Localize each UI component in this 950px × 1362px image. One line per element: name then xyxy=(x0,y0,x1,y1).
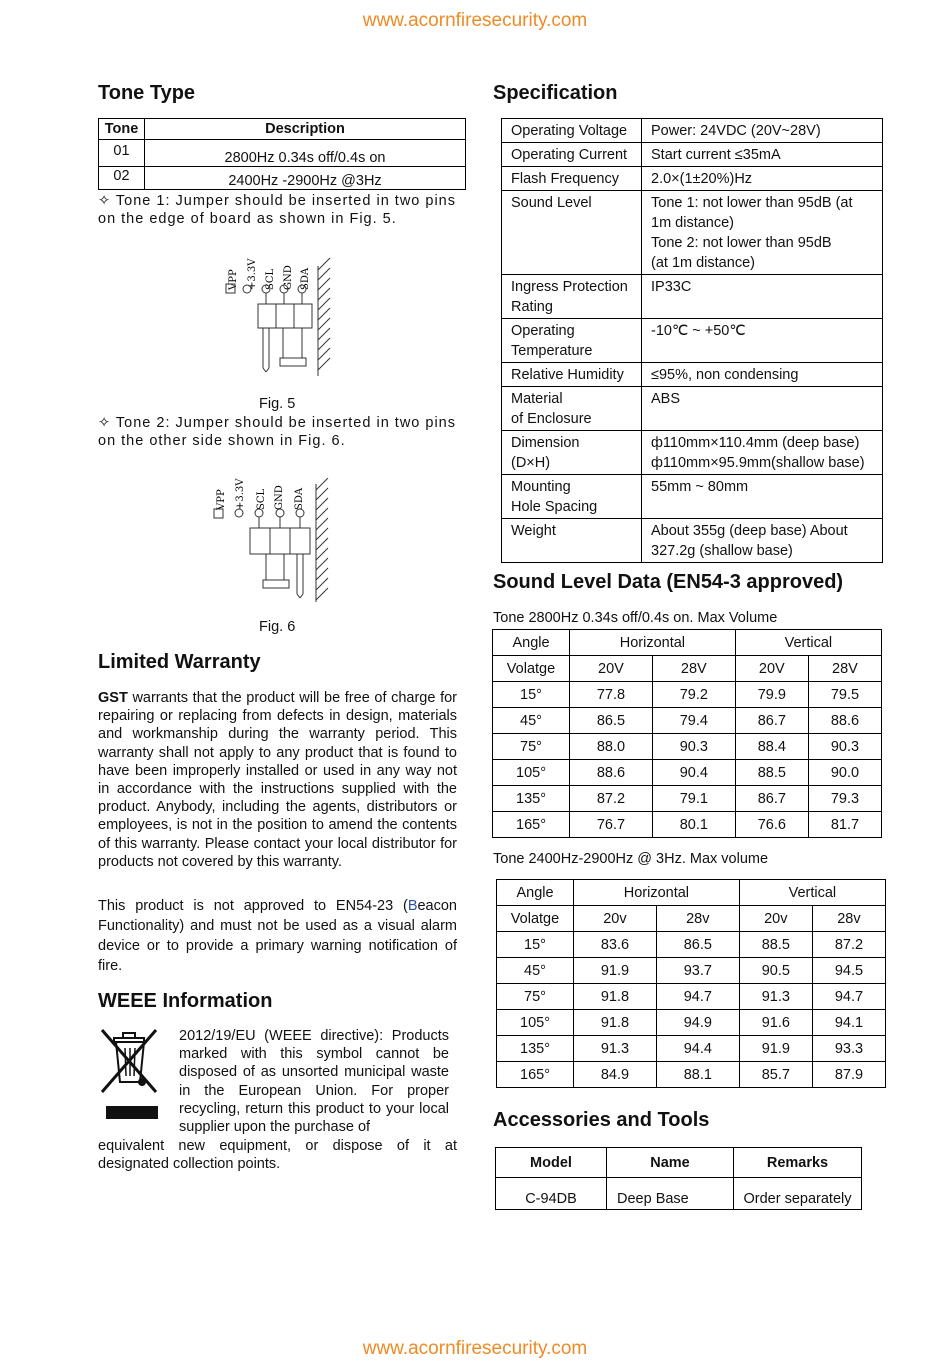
en54-notice-letter: B xyxy=(407,898,418,914)
tone-col-header: Tone xyxy=(99,119,145,140)
db-value-cell: 88.0 xyxy=(570,734,653,760)
pin-label-sda: SDA xyxy=(294,487,305,510)
sound-header-cell: Vertical xyxy=(735,630,881,656)
spec-value: Start current ≤35mA xyxy=(642,143,883,167)
db-value-cell: 86.5 xyxy=(570,708,653,734)
spec-label: Mounting Hole Spacing xyxy=(502,475,642,519)
db-value-cell: 79.5 xyxy=(808,682,881,708)
sound-row xyxy=(497,984,886,1010)
header-url[interactable]: www.acornfiresecurity.com xyxy=(362,10,588,31)
db-value-cell: 91.8 xyxy=(574,984,657,1010)
angle-cell: 135° xyxy=(497,1036,574,1062)
spec-label: Weight xyxy=(502,519,642,563)
tone-type-heading: Tone Type xyxy=(98,82,196,104)
jumper-diagram-fig6 xyxy=(210,478,335,608)
spec-label: Ingress Protection Rating xyxy=(502,275,642,319)
sound-table2-caption: Tone 2400Hz-2900Hz @ 3Hz. Max volume xyxy=(493,851,769,867)
sound-header-cell: Horizontal xyxy=(570,630,736,656)
accessories-table xyxy=(495,1147,862,1210)
sound-row xyxy=(493,682,882,708)
pin-label-vpp: VPP xyxy=(216,489,227,510)
tone-desc-cell: 2800Hz 0.34s off/0.4s on xyxy=(145,140,466,167)
spec-label: Dimension (D×H) xyxy=(502,431,642,475)
spec-row xyxy=(502,143,883,167)
remarks-col-header: Remarks xyxy=(734,1148,862,1178)
specification-table xyxy=(501,118,883,563)
angle-cell: 75° xyxy=(493,734,570,760)
brand-name: GST xyxy=(98,690,128,706)
en54-notice-text-rest: eacon Functionality) and must not be used as a visual alarm device or to provide a primary warning notification of fire. xyxy=(98,898,457,974)
db-value-cell: 87.2 xyxy=(812,932,885,958)
sound-level-table-tone1 xyxy=(492,629,882,838)
sound-row xyxy=(497,958,886,984)
sound-subheader-cell: 28V xyxy=(808,656,881,682)
db-value-cell: 76.7 xyxy=(570,812,653,838)
spec-value: ≤95%, non condensing xyxy=(642,363,883,387)
db-value-cell: 79.4 xyxy=(652,708,735,734)
sound-subheader-cell: Volatge xyxy=(497,906,574,932)
angle-cell: 165° xyxy=(497,1062,574,1088)
sound-header-cell: Horizontal xyxy=(574,880,740,906)
sound-subheader-cell: 20V xyxy=(570,656,653,682)
db-value-cell: 81.7 xyxy=(808,812,881,838)
tone2-note: ✧ Tone 2: Jumper should be inserted in two pins on the other side shown in Fig. 6. xyxy=(98,415,456,450)
angle-cell: 15° xyxy=(493,682,570,708)
db-value-cell: 94.9 xyxy=(656,1010,739,1036)
spec-value: -10℃ ~ +50℃ xyxy=(642,319,883,363)
spec-value: About 355g (deep base) About 327.2g (shallow base) xyxy=(642,519,883,563)
db-value-cell: 91.8 xyxy=(574,1010,657,1036)
db-value-cell: 88.1 xyxy=(656,1062,739,1088)
sound-level-heading: Sound Level Data (EN54-3 approved) xyxy=(493,571,844,593)
weee-bin-icon xyxy=(98,1026,164,1122)
angle-cell: 165° xyxy=(493,812,570,838)
db-value-cell: 88.4 xyxy=(735,734,808,760)
pin-label-scl: SCL xyxy=(256,488,267,510)
spec-value: ABS xyxy=(642,387,883,431)
spec-row xyxy=(502,519,883,563)
db-value-cell: 86.7 xyxy=(735,786,808,812)
tone-cell: 02 xyxy=(99,167,145,190)
angle-cell: 75° xyxy=(497,984,574,1010)
db-value-cell: 84.9 xyxy=(574,1062,657,1088)
spec-label: Material of Enclosure xyxy=(502,387,642,431)
sound-row xyxy=(493,760,882,786)
pin-label-3v3: +3.3V xyxy=(247,258,258,290)
spec-row xyxy=(502,319,883,363)
accessory-model: C-94DB xyxy=(496,1178,607,1210)
pin-label-3v3: +3.3V xyxy=(235,478,246,510)
spec-value: Tone 1: not lower than 95dB (at 1m distance) Tone 2: not lower than 95dB (at 1m distance) xyxy=(642,191,883,275)
pin-label-vpp: VPP xyxy=(228,269,239,290)
spec-label: Flash Frequency xyxy=(502,167,642,191)
db-value-cell: 85.7 xyxy=(739,1062,812,1088)
db-value-cell: 79.9 xyxy=(735,682,808,708)
db-value-cell: 88.5 xyxy=(739,932,812,958)
db-value-cell: 94.5 xyxy=(812,958,885,984)
fig6-caption: Fig. 6 xyxy=(259,619,296,635)
db-value-cell: 86.5 xyxy=(656,932,739,958)
db-value-cell: 93.7 xyxy=(656,958,739,984)
sound-level-table-tone2 xyxy=(496,879,886,1088)
spec-label: Operating Temperature xyxy=(502,319,642,363)
accessories-heading: Accessories and Tools xyxy=(493,1109,710,1131)
sound-subheader-cell: 20v xyxy=(574,906,657,932)
pin-label-gnd: GND xyxy=(274,485,285,510)
db-value-cell: 79.3 xyxy=(808,786,881,812)
db-value-cell: 79.2 xyxy=(652,682,735,708)
spec-value: 55mm ~ 80mm xyxy=(642,475,883,519)
spec-value: IP33C xyxy=(642,275,883,319)
en54-notice xyxy=(98,896,457,976)
db-value-cell: 91.9 xyxy=(574,958,657,984)
db-value-cell: 90.3 xyxy=(652,734,735,760)
db-value-cell: 94.1 xyxy=(812,1010,885,1036)
db-value-cell: 76.6 xyxy=(735,812,808,838)
angle-cell: 45° xyxy=(497,958,574,984)
spec-label: Relative Humidity xyxy=(502,363,642,387)
warranty-paragraph xyxy=(98,689,457,871)
weee-text: 2012/19/EU (WEEE directive): Products marked with this symbol cannot be disposed of as unsorted municipal waste in the European Union. For proper recycling, return this product to your local supplier upon the purchase of xyxy=(179,1028,449,1136)
sound-row xyxy=(493,708,882,734)
warranty-text: warrants that the product will be free of charge for repairing or replacing from defects in design, materials and workmanship during the warranty period. This warranty shall not apply to any product that is found to have been improperly installed or used in any way not in accordance with the instructions supplied with the product. Anybody, including the agents, distributors or employees, is not in the position to amend the contents of this warranty. Please contact your local distributor for products not covered by this warranty. xyxy=(98,690,457,870)
en54-notice-text: This product is not approved to EN54-23 ( xyxy=(98,898,408,914)
specification-heading: Specification xyxy=(493,82,618,104)
spec-value: 2.0×(1±20%)Hz xyxy=(642,167,883,191)
db-value-cell: 94.7 xyxy=(812,984,885,1010)
spec-row xyxy=(502,387,883,431)
db-value-cell: 88.6 xyxy=(570,760,653,786)
spec-row xyxy=(502,191,883,275)
db-value-cell: 86.7 xyxy=(735,708,808,734)
db-value-cell: 88.6 xyxy=(808,708,881,734)
db-value-cell: 91.3 xyxy=(574,1036,657,1062)
fig5-caption: Fig. 5 xyxy=(259,396,296,412)
spec-row xyxy=(502,167,883,191)
spec-row xyxy=(502,275,883,319)
tone-table xyxy=(98,118,466,190)
db-value-cell: 90.5 xyxy=(739,958,812,984)
spec-value: ф110mm×110.4mm (deep base) ф110mm×95.9mm(shallow base) xyxy=(642,431,883,475)
spec-row xyxy=(502,119,883,143)
spec-row xyxy=(502,475,883,519)
angle-cell: 15° xyxy=(497,932,574,958)
spec-value: Power: 24VDC (20V~28V) xyxy=(642,119,883,143)
pin-label-scl: SCL xyxy=(265,268,276,290)
sound-row xyxy=(493,734,882,760)
sound-header-cell: Angle xyxy=(493,630,570,656)
sound-row xyxy=(497,932,886,958)
db-value-cell: 91.9 xyxy=(739,1036,812,1062)
spec-row xyxy=(502,363,883,387)
sound-subheader-cell: 28V xyxy=(652,656,735,682)
jumper-diagram-fig5 xyxy=(218,256,338,381)
db-value-cell: 79.1 xyxy=(652,786,735,812)
sound-subheader-cell: 20v xyxy=(739,906,812,932)
tone-cell: 01 xyxy=(99,140,145,167)
tone-desc-cell: 2400Hz -2900Hz @3Hz xyxy=(145,167,466,190)
spec-label: Sound Level xyxy=(502,191,642,275)
sound-subheader-cell: 28v xyxy=(656,906,739,932)
sound-subheader-cell: 28v xyxy=(812,906,885,932)
angle-cell: 105° xyxy=(493,760,570,786)
db-value-cell: 94.4 xyxy=(656,1036,739,1062)
model-col-header: Model xyxy=(496,1148,607,1178)
db-value-cell: 90.4 xyxy=(652,760,735,786)
db-value-cell: 80.1 xyxy=(652,812,735,838)
sound-row xyxy=(493,786,882,812)
db-value-cell: 90.3 xyxy=(808,734,881,760)
sound-subheader-cell: Volatge xyxy=(493,656,570,682)
angle-cell: 135° xyxy=(493,786,570,812)
pin-label-gnd: GND xyxy=(283,265,294,290)
sound-row xyxy=(493,812,882,838)
sound-subheader-cell: 20V xyxy=(735,656,808,682)
sound-header-cell: Vertical xyxy=(739,880,885,906)
db-value-cell: 87.9 xyxy=(812,1062,885,1088)
warranty-heading: Limited Warranty xyxy=(98,651,261,673)
db-value-cell: 94.7 xyxy=(656,984,739,1010)
spec-row xyxy=(502,431,883,475)
db-value-cell: 88.5 xyxy=(735,760,808,786)
weee-text-continued: equivalent new equipment, or dispose of it at designated collection points. xyxy=(98,1138,457,1173)
accessory-remarks: Order separately xyxy=(734,1178,862,1210)
db-value-cell: 93.3 xyxy=(812,1036,885,1062)
db-value-cell: 83.6 xyxy=(574,932,657,958)
accessory-name: Deep Base xyxy=(607,1178,734,1210)
angle-cell: 45° xyxy=(493,708,570,734)
tone1-note: ✧ Tone 1: Jumper should be inserted in two pins on the edge of board as shown in Fig. 5. xyxy=(98,193,456,228)
sound-row xyxy=(497,1010,886,1036)
sound-table1-caption: Tone 2800Hz 0.34s off/0.4s on. Max Volume xyxy=(493,610,778,626)
db-value-cell: 87.2 xyxy=(570,786,653,812)
angle-cell: 105° xyxy=(497,1010,574,1036)
spec-label: Operating Current xyxy=(502,143,642,167)
footer-url[interactable]: www.acornfiresecurity.com xyxy=(362,1338,588,1359)
db-value-cell: 77.8 xyxy=(570,682,653,708)
db-value-cell: 91.6 xyxy=(739,1010,812,1036)
name-col-header: Name xyxy=(607,1148,734,1178)
weee-heading: WEEE Information xyxy=(98,990,273,1012)
sound-row xyxy=(497,1036,886,1062)
pin-label-sda: SDA xyxy=(300,267,311,290)
db-value-cell: 90.0 xyxy=(808,760,881,786)
sound-header-cell: Angle xyxy=(497,880,574,906)
spec-label: Operating Voltage xyxy=(502,119,642,143)
db-value-cell: 91.3 xyxy=(739,984,812,1010)
description-col-header: Description xyxy=(145,119,466,140)
sound-row xyxy=(497,1062,886,1088)
